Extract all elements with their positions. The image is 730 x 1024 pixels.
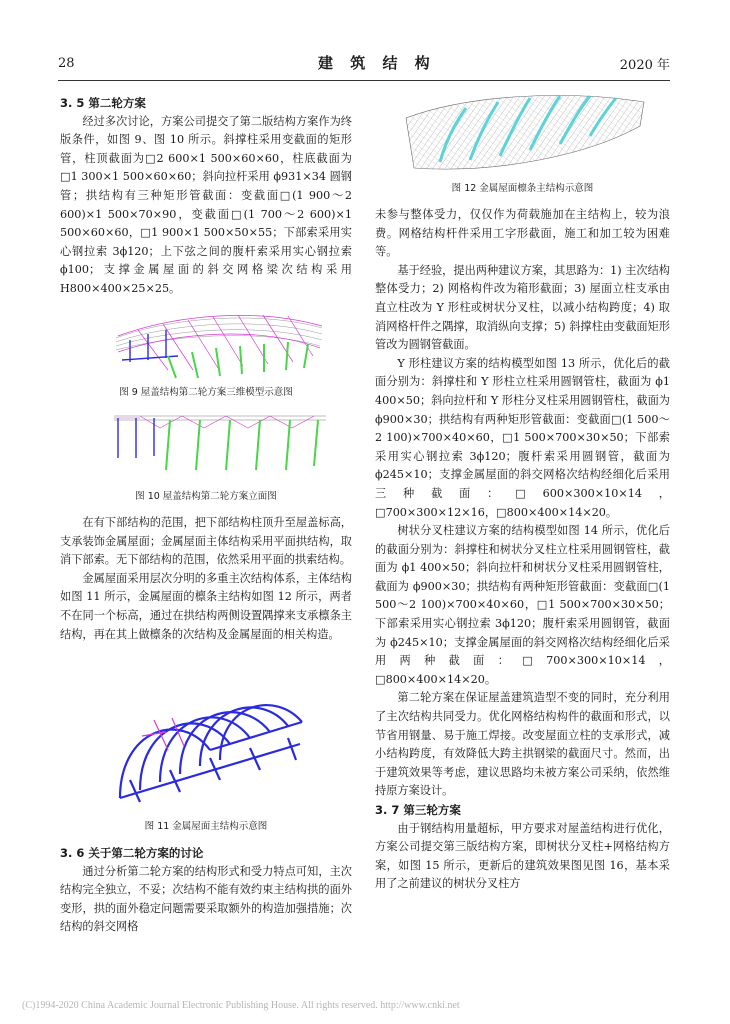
- paragraph-continued: 未参与整体受力，仅仅作为荷载施加在主结构上，较为浪费。网格结构杆件采用工字形截面，施工和加工较为困难等。: [375, 208, 670, 259]
- figure-12-purlin-structure: [400, 84, 650, 176]
- paragraph-metal-roof: 金属屋面采用层次分明的多重主次结构体系，主体结构如图 11 所示，金属屋面的檩条主结构如图 12 所示，两者不在同一个标高，通过在拱结构两侧设置隅撑来支承檩条主结构，再在其上做檩条的次结构及金属屋面的相关构造。: [60, 571, 352, 641]
- left-column-top: [60, 94, 352, 299]
- left-column-middle: [60, 514, 352, 644]
- paragraph-proposals: 基于经验，提出两种建议方案，其思路为：1) 主次结构整体受力；2) 网格构件改为箱形截面；3) 屋面立柱支承由直立柱改为 Y 形柱或树状分叉柱，以减小结构跨度；4) 取消网格杆件之隅撑，取消纵向支撑；5) 斜撑柱由变截面矩形管改为圆钢管截面。: [375, 263, 670, 352]
- left-column-bottom: [60, 844, 352, 937]
- copyright-footer: (C)1994-2020 China Academic Journal Electronic Publishing House. All rights reserved. http://www.cnki.net: [22, 1000, 460, 1011]
- section-3-5-heading: 3. 5 第二轮方案: [60, 96, 146, 110]
- figure-11-caption: 图 11 金属屋面主结构示意图: [144, 821, 268, 832]
- paragraph-lower-structure: 在有下部结构的范围，把下部结构柱顶升至屋盖标高，支承装饰金属屋面；金属屋面主体结构采用平面拱结构，取消下部索。无下部结构的范围，依然采用平面的拱索结构。: [60, 516, 352, 567]
- figure-10-elevation: [110, 406, 330, 476]
- paragraph-y-column: Y 形柱建议方案的结构模型如图 13 所示，优化后的截面分别为：斜撑柱和 Y 形柱立柱采用圆钢管柱，截面为 ϕ1 400×50；斜向拉杆和 Y 形柱分叉柱采用圆钢管柱，截面为 ϕ900×30；拱结构有两种矩形管截面：变截面□(1 500～2 100)×700×40×60，□1 500×700×30×50；下部索采用实心钢拉索 3ϕ120；腹杆索采用圆钢管，截面为 ϕ245×10；支撑金属屋面的斜交网格次结构经细化后采用三种截面：□600×300×10×14，□700×300×12×16，□800×400×14×20。: [375, 356, 670, 519]
- figure-9-3d-model: [108, 300, 328, 382]
- right-column: [375, 206, 670, 894]
- figure-9-caption: 图 9 屋盖结构第二轮方案三维模型示意图: [119, 387, 293, 398]
- section-3-7-heading: 3. 7 第三轮方案: [375, 803, 461, 817]
- figure-12-caption: 图 12 金属屋面檩条主结构示意图: [451, 183, 594, 194]
- paragraph-tree-column: 树状分叉柱建议方案的结构模型如图 14 所示，优化后的截面分别为：斜撑柱和树状分叉柱立柱采用圆钢管柱，截面为 ϕ1 400×50；斜向拉杆和树状分叉柱采用圆钢管柱，截面为 ϕ900×30；拱结构有两种矩形管截面：变截面□(1 500～2 100)×700×40×60，□1 500×700×30×50；下部索采用实心钢拉索 3ϕ120；腹杆索采用圆钢管，截面为 ϕ245×10；支撑金属屋面的斜交网格次结构经细化后采用两种截面：□700×300×10×14，□800×400×14×20。: [375, 524, 670, 686]
- paragraph-summary: 第二轮方案在保证屋盖建筑造型不变的同时，充分利用了主次结构共同受力。优化网格结构构件的截面和形式，以节省用钢量、易于施工焊接。改变屋面立柱的支承形式，减小结构跨度，有效降低大跨主拱钢梁的截面尺寸。然而，出于建筑效果等考虑，建议思路均未被方案公司采纳，依然维持原方案设计。: [375, 691, 670, 798]
- section-3-6-heading: 3. 6 关于第二轮方案的讨论: [60, 846, 204, 860]
- figure-11-main-structure: [110, 690, 310, 810]
- paragraph-3-6: 通过分析第二轮方案的结构形式和受力特点可知，主次结构完全独立，不妥；次结构不能有效约束主结构拱的面外变形，拱的面外稳定问题需要采取额外的构造加强措施；次结构的斜交网格: [60, 864, 352, 934]
- paragraph-3-5: 经过多次讨论，方案公司提交了第二版结构方案作为终版条件，如图 9、图 10 所示。斜撑柱采用变截面的矩形管，柱顶截面为□2 600×1 500×60×60，柱底截面为□1 300×1 500×60×60；斜向拉杆采用 ϕ931×34 圆钢管；拱结构有三种矩形管截面：变截面□(1 900～2 600)×1 500×70×90，变截面□(1 700～2 600)×1 500×60×60，□1 900×1 500×50×55；下部索采用实心钢拉索 3ϕ120；上下弦之间的腹杆索采用实心钢拉索 ϕ100；支撑金属屋面的斜交网格梁次结构采用 H800×400×25×25。: [60, 114, 352, 295]
- journal-title: 建 筑 结 构: [318, 54, 436, 72]
- paragraph-3-7: 由于钢结构用量超标，甲方要求对屋盖结构进行优化，方案公司提交第三版结构方案，即树状分叉柱+网格结构方案，如图 15 所示，更新后的建筑效果图见图 16，基本采用了之前建议的树状分叉柱方: [375, 821, 670, 891]
- issue-year: 2020 年: [619, 58, 670, 73]
- figure-10-caption: 图 10 屋盖结构第二轮方案立面图: [135, 491, 277, 502]
- header-rule: [58, 80, 670, 81]
- page-number: 28: [58, 56, 75, 71]
